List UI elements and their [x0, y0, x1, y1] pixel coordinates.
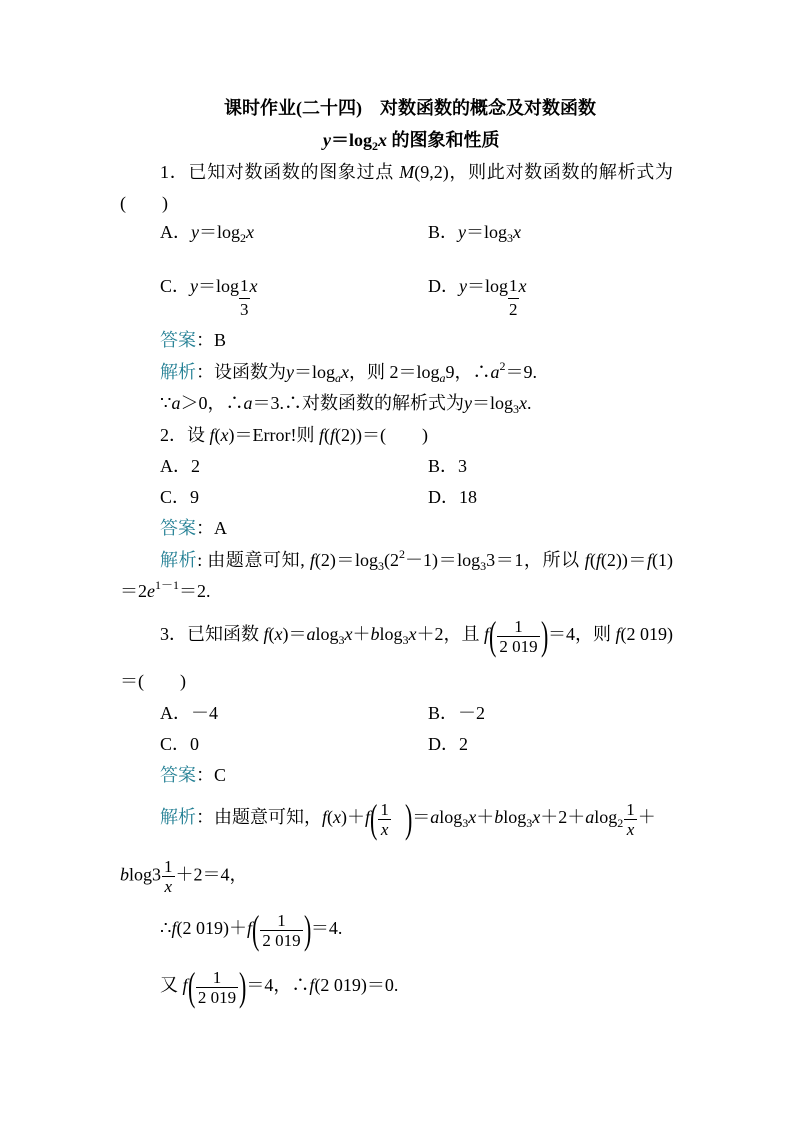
math-variable: f — [595, 550, 601, 570]
math-variable: f — [209, 425, 215, 445]
text-run: ∵ — [160, 393, 172, 413]
log-base-subscript: 3 — [462, 816, 469, 831]
q2-analysis-line-1 — [160, 548, 673, 572]
log-base-subscript: 2 — [240, 231, 247, 245]
q3-option-c — [160, 732, 199, 756]
text-run: ：设函数为 — [196, 362, 286, 382]
log-base-subscript: 3 — [507, 231, 514, 245]
text-run: ( — [214, 425, 221, 445]
text-run: ＝2 — [120, 581, 147, 601]
fraction — [624, 800, 637, 839]
answer-value: ：C — [196, 765, 227, 785]
big-left-paren: ( — [370, 796, 378, 841]
big-right-paren: ) — [540, 613, 548, 658]
math-variable: f — [309, 975, 315, 996]
math-variable: e — [147, 581, 155, 601]
math-variable: y — [190, 276, 199, 296]
text-run: log — [503, 807, 527, 828]
q3-option-b — [428, 701, 485, 725]
text-run: ＝log — [198, 276, 240, 296]
option-letter: B． — [428, 222, 459, 242]
text-run: 3＝1，所以 — [486, 550, 585, 570]
math-variable: a — [171, 393, 181, 413]
fraction-denominator: 2 — [509, 300, 518, 319]
log-base-subscript: a — [335, 371, 342, 385]
q2-option-c — [160, 485, 199, 509]
option-text: C．9 — [160, 487, 200, 507]
q1-analysis-line-1 — [160, 360, 537, 384]
q1-stem — [160, 160, 673, 184]
text-run: 3．已知函数 — [160, 624, 264, 645]
math-variable: f — [330, 425, 336, 445]
option-text: D．2 — [428, 734, 468, 754]
math-variable: f — [484, 624, 490, 645]
text-run: log — [439, 807, 463, 828]
q3-analysis-line-3 — [160, 907, 343, 952]
math-variable: a — [430, 807, 440, 828]
text-run: ＋ — [352, 624, 371, 645]
q3-option-d — [428, 732, 468, 756]
fraction-numerator: 1 — [626, 799, 635, 819]
answer-label: 答案 — [160, 330, 196, 350]
q2-analysis-line-2 — [120, 579, 211, 603]
text-run: ＞0，∴ — [180, 393, 244, 413]
fraction — [162, 857, 175, 896]
math-variable: y — [191, 222, 199, 242]
text-run: ( ) — [120, 193, 168, 213]
log-base-subscript: 3 — [378, 559, 384, 573]
fraction-numerator: 1 — [212, 967, 222, 987]
exponent-superscript: 2 — [399, 547, 405, 561]
q3-answer — [160, 763, 226, 787]
q2-option-a — [160, 454, 200, 478]
log-base-subscript: 2 — [617, 816, 624, 831]
text-run: )＝Error!则 — [228, 425, 319, 445]
q1-analysis-line-2 — [160, 391, 531, 415]
fraction-numerator: 1 — [514, 616, 523, 636]
q1-answer-blank — [120, 191, 168, 215]
option-text: A．－4 — [160, 703, 218, 723]
math-variable: x — [341, 362, 350, 382]
text-run: log — [315, 624, 339, 645]
fraction — [497, 617, 539, 656]
q3-stem — [160, 613, 673, 658]
math-variable: f — [309, 550, 315, 570]
big-right-paren: ) — [303, 907, 311, 952]
text-run: ：由题意可知， — [196, 807, 322, 828]
text-run: ＝( ) — [120, 671, 186, 691]
fraction — [260, 911, 302, 950]
big-left-paren: ( — [187, 964, 195, 1009]
math-variable: f — [318, 425, 324, 445]
fraction-denominator: 2 019 — [262, 930, 301, 950]
q2-option-b — [428, 454, 467, 478]
math-variable: a — [585, 807, 595, 828]
text-run: . — [526, 393, 532, 413]
log-base-fraction — [239, 274, 250, 321]
big-left-paren: ( — [489, 613, 497, 658]
log-base-subscript: a — [439, 371, 446, 385]
math-variable: f — [615, 624, 621, 645]
q2-stem — [160, 423, 428, 447]
math-variable: a — [243, 393, 253, 413]
fraction-denominator: x — [380, 819, 389, 839]
math-variable: x — [274, 624, 283, 645]
text-run: ＝4，∴ — [246, 975, 310, 996]
text-run: (2 019)＝0. — [314, 975, 399, 996]
fraction-numerator: 1 — [509, 276, 518, 295]
text-run: (2 — [384, 550, 399, 570]
math-variable: f — [322, 807, 328, 828]
text-run: ＝4，则 — [547, 624, 616, 645]
log-base-subscript: 3 — [526, 816, 533, 831]
text-run: －1)＝log — [405, 550, 481, 570]
text-run: ＝log — [471, 393, 513, 413]
fraction-numerator: 1 — [277, 910, 286, 930]
q1-answer — [160, 328, 226, 352]
math-variable: x — [518, 276, 527, 296]
fraction-denominator: 2 019 — [197, 987, 237, 1007]
big-right-paren: ) — [239, 964, 247, 1009]
text-run: ＋ — [476, 807, 495, 828]
title-line-1 — [224, 96, 596, 120]
math-variable: a — [490, 362, 500, 382]
text-run: 2．设 — [160, 425, 210, 445]
math-variable: x — [249, 276, 258, 296]
text-run: ( — [324, 425, 330, 445]
exponent-superscript: 2 — [499, 359, 506, 373]
text-run: )＋ — [341, 807, 366, 828]
math-variable: x — [220, 425, 229, 445]
text-run: ＋2＋ — [540, 807, 586, 828]
math-variable: x — [408, 624, 417, 645]
title-line-2 — [323, 128, 500, 152]
log-base-subscript: 3 — [402, 633, 409, 648]
text-run: ＋ — [637, 807, 656, 828]
fraction — [378, 800, 391, 839]
text-run: 又 — [160, 975, 183, 996]
text-run: )＝ — [282, 624, 307, 645]
math-variable: f — [171, 918, 177, 939]
text-run: 1．已知对数函数的图象过点 — [160, 162, 400, 182]
text-run: (2 019)＋ — [176, 918, 247, 939]
q2-answer — [160, 516, 227, 540]
answer-label: 答案 — [160, 765, 196, 785]
q1-option-c — [160, 274, 258, 321]
text-run: ＝log — [294, 362, 336, 382]
option-letter: C． — [160, 276, 191, 296]
text-run: log — [594, 807, 618, 828]
option-text: B．3 — [428, 456, 468, 476]
text-run: 的图象和性质 — [387, 130, 500, 150]
big-left-paren: ( — [251, 907, 260, 952]
math-variable: y — [458, 222, 467, 242]
text-run: log3 — [129, 864, 162, 885]
math-variable: M — [399, 162, 415, 182]
math-variable: y — [463, 393, 472, 413]
q3-analysis-line-1 — [160, 796, 656, 841]
math-variable: x — [532, 807, 541, 828]
option-text: C．0 — [160, 734, 200, 754]
math-variable: y — [286, 362, 294, 382]
fraction-denominator: x — [164, 877, 173, 896]
option-text: D．18 — [428, 487, 477, 507]
text-run: ＝9. — [505, 362, 538, 382]
text-run: ( — [268, 624, 275, 645]
log-base-subscript: 3 — [480, 559, 487, 573]
analysis-label: 解析 — [160, 362, 196, 382]
exponent-superscript: 1－1 — [155, 578, 180, 592]
text-run: (1) — [652, 550, 674, 570]
option-text: A．2 — [160, 456, 200, 476]
text-run: (2 019) — [620, 624, 673, 645]
math-variable: b — [370, 624, 380, 645]
q3-stem-continued — [120, 669, 186, 693]
q1-option-d — [428, 274, 527, 321]
text-run: ＋2＝4， — [175, 864, 248, 885]
q1-option-b — [428, 220, 521, 244]
text-run: ，则 2＝log — [349, 362, 440, 382]
analysis-label: 解析 — [160, 807, 196, 828]
fraction-numerator: 1 — [380, 799, 389, 819]
fraction-denominator: 3 — [240, 300, 249, 319]
math-variable: x — [246, 222, 255, 242]
text-run: ＝log — [466, 222, 508, 242]
fraction-denominator: 2 019 — [499, 636, 538, 656]
option-letter: A． — [160, 222, 191, 242]
text-run: (2)＝log — [314, 550, 378, 570]
answer-label: 答案 — [160, 518, 196, 538]
log-base-subscript: 3 — [512, 402, 519, 416]
q3-analysis-line-4 — [160, 964, 399, 1009]
title-text: 课时作业(二十四) 对数函数的概念及对数函数 — [224, 98, 596, 118]
text-run: ＋2，且 — [416, 624, 485, 645]
big-right-paren: ) — [404, 796, 413, 841]
math-variable: x — [378, 130, 388, 150]
text-run: ＝log — [331, 130, 373, 150]
fraction-denominator: x — [626, 819, 635, 839]
fraction — [196, 968, 238, 1007]
math-variable: f — [263, 624, 269, 645]
text-run: log — [379, 624, 403, 645]
math-variable: x — [513, 222, 522, 242]
text-run: ＝log — [199, 222, 241, 242]
q3-option-a — [160, 701, 218, 725]
math-variable: b — [494, 807, 504, 828]
option-letter: D． — [428, 276, 459, 296]
text-run: ＝2. — [179, 581, 211, 601]
answer-value: ：A — [196, 518, 227, 538]
log-base-fraction — [508, 274, 519, 321]
fraction-numerator: 1 — [164, 857, 173, 876]
math-variable: f — [647, 550, 653, 570]
text-run: ＝ — [412, 807, 431, 828]
log-base-subscript: 2 — [372, 139, 379, 153]
math-variable: x — [344, 624, 353, 645]
text-run: ＝log — [467, 276, 509, 296]
math-variable: b — [120, 864, 129, 885]
q3-analysis-line-2 — [120, 857, 248, 896]
text-run: 9，∴ — [445, 362, 491, 382]
text-run: ∴ — [160, 918, 172, 939]
math-variable: f — [584, 550, 590, 570]
text-run: ( — [327, 807, 334, 828]
math-variable: f — [365, 807, 371, 828]
text-run: (9,2)，则此对数函数的解析式为 — [414, 162, 673, 182]
analysis-label: 解析 — [160, 550, 198, 570]
option-text: B．－2 — [428, 703, 486, 723]
math-variable: y — [459, 276, 467, 296]
math-variable: x — [468, 807, 477, 828]
text-run: (2))＝( ) — [335, 425, 428, 445]
fraction-numerator: 1 — [240, 276, 249, 295]
math-variable: a — [306, 624, 316, 645]
text-run: ( — [589, 550, 596, 570]
math-variable: f — [182, 975, 188, 996]
q1-option-a — [160, 220, 254, 244]
text-run: (2))＝ — [600, 550, 647, 570]
math-variable: f — [246, 918, 252, 939]
math-variable: x — [518, 393, 527, 413]
log-base-subscript: 3 — [338, 633, 345, 648]
text-run: : 由题意可知, — [197, 550, 310, 570]
math-variable: y — [323, 130, 331, 150]
text-run: ＝3.∴对数函数的解析式为 — [252, 393, 464, 413]
text-run: ＝4. — [310, 918, 343, 939]
math-variable: x — [333, 807, 342, 828]
answer-value: ：B — [196, 330, 227, 350]
q2-option-d — [428, 485, 477, 509]
